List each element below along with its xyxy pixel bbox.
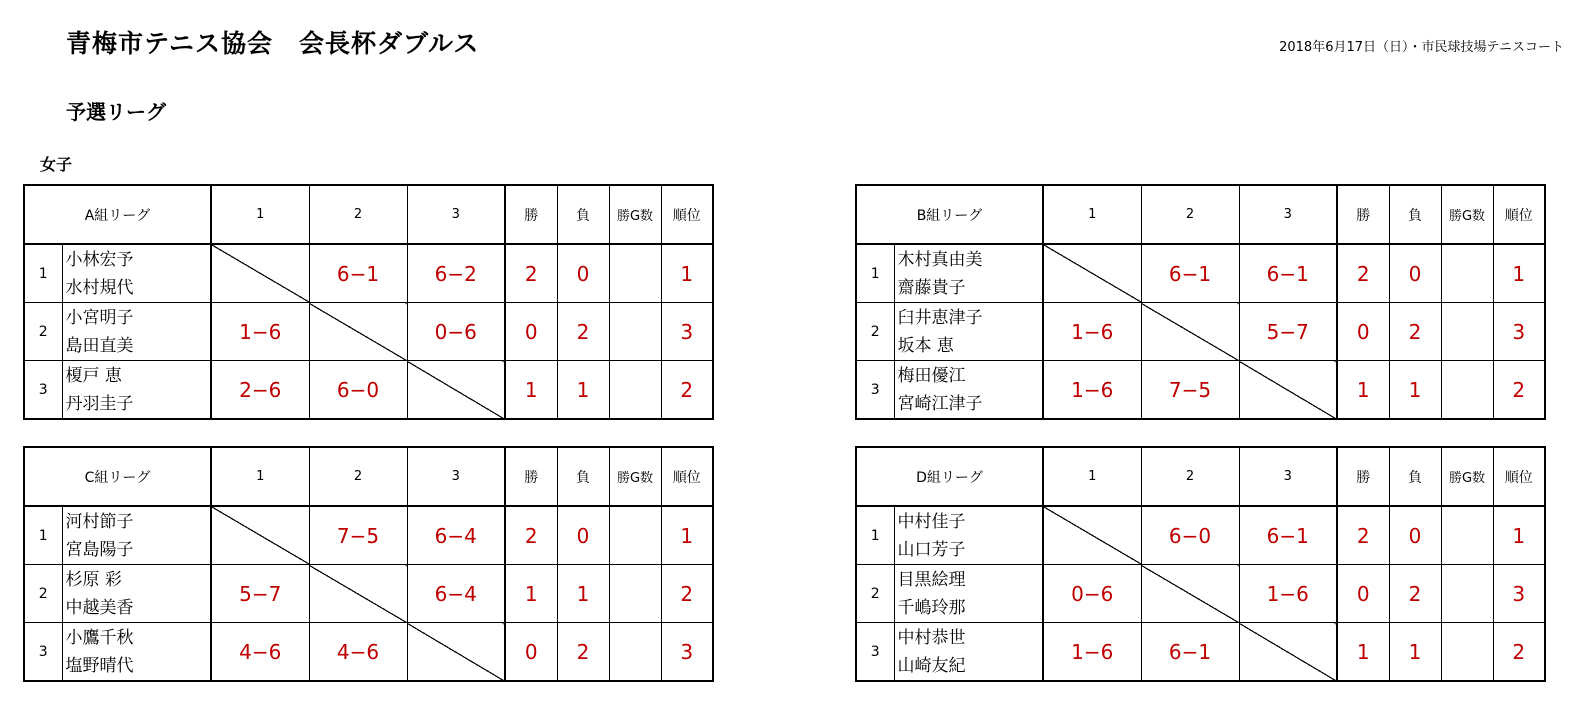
col-header-rank: 順位 <box>661 447 713 506</box>
rank-value: 2 <box>1493 623 1545 682</box>
col-header-rank: 順位 <box>1493 185 1545 244</box>
win-count: 0 <box>1337 565 1389 623</box>
player-name: 河村節子 <box>65 511 134 532</box>
diagonal-cell <box>1239 361 1337 420</box>
date-venue: 2018年6月17日（日）・市民球技場テニスコート <box>1279 40 1564 55</box>
player-name: 木村真由美 <box>897 249 983 270</box>
games-count <box>609 565 661 623</box>
rank-value: 2 <box>661 565 713 623</box>
league-table-c <box>23 446 714 682</box>
score-cell: 6−0 <box>1141 506 1239 565</box>
row-number: 3 <box>856 623 894 682</box>
player-name: 齋藤貴子 <box>897 277 966 298</box>
player-name: 坂本 恵 <box>897 335 954 356</box>
player-names <box>62 361 211 420</box>
rank-value: 1 <box>661 244 713 303</box>
diagonal-cell <box>211 506 309 565</box>
score-cell: 0−6 <box>407 303 505 361</box>
table-row <box>24 565 713 623</box>
table-row <box>24 361 713 420</box>
league-name: C組リーグ <box>24 447 211 506</box>
player-name: 千嶋玲那 <box>897 597 966 618</box>
loss-count: 2 <box>557 303 609 361</box>
score-cell: 5−7 <box>1239 303 1337 361</box>
col-header-loss: 負 <box>557 185 609 244</box>
loss-count: 1 <box>557 361 609 420</box>
player-name: 小宮明子 <box>65 307 134 328</box>
score-cell: 1−6 <box>1043 303 1141 361</box>
player-names <box>62 244 211 303</box>
score-cell: 4−6 <box>309 623 407 682</box>
player-names <box>62 506 211 565</box>
row-number: 3 <box>24 361 62 420</box>
games-count <box>1441 623 1493 682</box>
rank-value: 3 <box>1493 303 1545 361</box>
player-name: 中越美香 <box>65 597 134 618</box>
win-count: 0 <box>505 303 557 361</box>
player-name: 小鷹千秋 <box>65 627 134 648</box>
col-header-win: 勝 <box>505 185 557 244</box>
player-names <box>894 565 1043 623</box>
loss-count: 0 <box>557 244 609 303</box>
player-names <box>62 565 211 623</box>
games-count <box>609 506 661 565</box>
player-name: 目黒絵理 <box>897 569 966 590</box>
player-names <box>894 244 1043 303</box>
col-header-3: 3 <box>1239 447 1337 506</box>
col-header-1: 1 <box>211 447 309 506</box>
col-header-games: 勝G数 <box>1441 185 1493 244</box>
diagonal-cell <box>1043 244 1141 303</box>
stage-title: 予選リーグ <box>66 100 166 124</box>
player-name: 中村佳子 <box>897 511 966 532</box>
win-count: 1 <box>505 361 557 420</box>
player-name: 梅田優江 <box>897 365 966 386</box>
rank-value: 1 <box>1493 506 1545 565</box>
league-name: A組リーグ <box>24 185 211 244</box>
diagonal-cell <box>211 244 309 303</box>
diagonal-cell <box>1239 623 1337 682</box>
win-count: 1 <box>505 565 557 623</box>
rank-value: 1 <box>661 506 713 565</box>
col-header-3: 3 <box>407 447 505 506</box>
player-name: 宮島陽子 <box>65 539 134 560</box>
win-count: 1 <box>1337 361 1389 420</box>
loss-count: 0 <box>1389 244 1441 303</box>
row-number: 3 <box>856 361 894 420</box>
player-name: 島田直美 <box>65 335 134 356</box>
win-count: 2 <box>1337 244 1389 303</box>
rank-value: 3 <box>1493 565 1545 623</box>
diagonal-cell <box>309 565 407 623</box>
rank-value: 1 <box>1493 244 1545 303</box>
col-header-3: 3 <box>407 185 505 244</box>
games-count <box>1441 244 1493 303</box>
player-names <box>62 623 211 682</box>
league-table-b <box>855 184 1546 420</box>
score-cell: 6−1 <box>1239 244 1337 303</box>
loss-count: 0 <box>1389 506 1441 565</box>
loss-count: 1 <box>557 565 609 623</box>
win-count: 2 <box>505 244 557 303</box>
player-name: 小林宏予 <box>65 249 134 270</box>
loss-count: 2 <box>557 623 609 682</box>
table-row <box>24 244 713 303</box>
games-count <box>1441 565 1493 623</box>
table-row <box>24 303 713 361</box>
row-number: 3 <box>24 623 62 682</box>
score-cell: 7−5 <box>1141 361 1239 420</box>
games-count <box>1441 506 1493 565</box>
score-cell: 5−7 <box>211 565 309 623</box>
col-header-1: 1 <box>1043 185 1141 244</box>
col-header-2: 2 <box>1141 185 1239 244</box>
score-cell: 6−4 <box>407 565 505 623</box>
col-header-1: 1 <box>1043 447 1141 506</box>
games-count <box>609 623 661 682</box>
table-row <box>856 303 1545 361</box>
win-count: 2 <box>1337 506 1389 565</box>
player-name: 丹羽圭子 <box>65 393 134 414</box>
score-cell: 6−1 <box>1141 623 1239 682</box>
loss-count: 2 <box>1389 303 1441 361</box>
table-row <box>856 565 1545 623</box>
games-count <box>609 244 661 303</box>
col-header-win: 勝 <box>1337 185 1389 244</box>
diagonal-cell <box>309 303 407 361</box>
col-header-loss: 負 <box>557 447 609 506</box>
category-label: 女子 <box>40 155 73 174</box>
score-cell: 6−1 <box>1141 244 1239 303</box>
score-cell: 4−6 <box>211 623 309 682</box>
col-header-rank: 順位 <box>661 185 713 244</box>
col-header-games: 勝G数 <box>609 447 661 506</box>
score-cell: 1−6 <box>1239 565 1337 623</box>
league-table-d <box>855 446 1546 682</box>
player-name: 塩野晴代 <box>65 655 134 676</box>
player-name: 水村規代 <box>65 277 134 298</box>
league-table-a <box>23 184 714 420</box>
win-count: 0 <box>505 623 557 682</box>
table-row <box>856 244 1545 303</box>
score-cell: 2−6 <box>211 361 309 420</box>
score-cell: 1−6 <box>1043 361 1141 420</box>
win-count: 2 <box>505 506 557 565</box>
player-names <box>62 303 211 361</box>
win-count: 1 <box>1337 623 1389 682</box>
player-name: 杉原 彩 <box>65 569 122 590</box>
player-name: 臼井恵津子 <box>897 307 983 328</box>
col-header-2: 2 <box>309 447 407 506</box>
col-header-loss: 負 <box>1389 447 1441 506</box>
score-cell: 6−0 <box>309 361 407 420</box>
league-name: D組リーグ <box>856 447 1043 506</box>
rank-value: 2 <box>661 361 713 420</box>
score-cell: 6−1 <box>1239 506 1337 565</box>
games-count <box>1441 361 1493 420</box>
col-header-games: 勝G数 <box>1441 447 1493 506</box>
loss-count: 0 <box>557 506 609 565</box>
player-names <box>894 506 1043 565</box>
player-name: 山崎友紀 <box>897 655 966 676</box>
row-number: 2 <box>856 303 894 361</box>
loss-count: 1 <box>1389 361 1441 420</box>
col-header-3: 3 <box>1239 185 1337 244</box>
col-header-2: 2 <box>1141 447 1239 506</box>
table-row <box>24 623 713 682</box>
col-header-win: 勝 <box>1337 447 1389 506</box>
row-number: 1 <box>856 506 894 565</box>
loss-count: 2 <box>1389 565 1441 623</box>
diagonal-cell <box>1141 303 1239 361</box>
table-row <box>856 623 1545 682</box>
col-header-2: 2 <box>309 185 407 244</box>
league-name: B組リーグ <box>856 185 1043 244</box>
diagonal-cell <box>407 361 505 420</box>
player-names <box>894 361 1043 420</box>
loss-count: 1 <box>1389 623 1441 682</box>
score-cell: 0−6 <box>1043 565 1141 623</box>
score-cell: 6−2 <box>407 244 505 303</box>
diagonal-cell <box>407 623 505 682</box>
row-number: 1 <box>24 244 62 303</box>
page-title: 青梅市テニス協会 会長杯ダブルス <box>66 29 480 58</box>
rank-value: 3 <box>661 623 713 682</box>
player-names <box>894 303 1043 361</box>
rank-value: 3 <box>661 303 713 361</box>
win-count: 0 <box>1337 303 1389 361</box>
rank-value: 2 <box>1493 361 1545 420</box>
score-cell: 7−5 <box>309 506 407 565</box>
row-number: 2 <box>24 565 62 623</box>
games-count <box>1441 303 1493 361</box>
score-cell: 1−6 <box>1043 623 1141 682</box>
col-header-loss: 負 <box>1389 185 1441 244</box>
table-row <box>856 361 1545 420</box>
row-number: 2 <box>24 303 62 361</box>
col-header-games: 勝G数 <box>609 185 661 244</box>
diagonal-cell <box>1141 565 1239 623</box>
score-cell: 1−6 <box>211 303 309 361</box>
player-name: 宮崎江津子 <box>897 393 983 414</box>
row-number: 1 <box>24 506 62 565</box>
player-name: 榎戸 恵 <box>65 365 122 386</box>
diagonal-cell <box>1043 506 1141 565</box>
table-row <box>24 506 713 565</box>
player-name: 山口芳子 <box>897 539 966 560</box>
col-header-1: 1 <box>211 185 309 244</box>
table-row <box>856 506 1545 565</box>
player-name: 中村恭世 <box>897 627 966 648</box>
row-number: 1 <box>856 244 894 303</box>
player-names <box>894 623 1043 682</box>
score-cell: 6−4 <box>407 506 505 565</box>
col-header-win: 勝 <box>505 447 557 506</box>
games-count <box>609 361 661 420</box>
row-number: 2 <box>856 565 894 623</box>
score-cell: 6−1 <box>309 244 407 303</box>
games-count <box>609 303 661 361</box>
col-header-rank: 順位 <box>1493 447 1545 506</box>
